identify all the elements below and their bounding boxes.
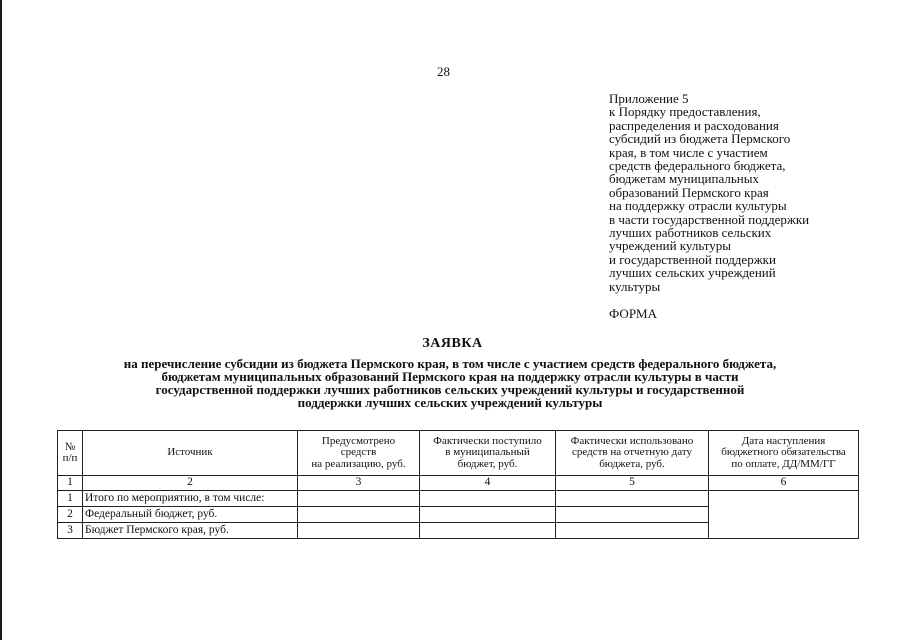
row-number: 3: [58, 523, 83, 539]
appendix-line: культуры: [609, 278, 661, 294]
row-number: 1: [58, 491, 83, 507]
table-row: [58, 491, 859, 507]
used-cell[interactable]: [556, 523, 709, 539]
appendix-line: Приложение 5: [609, 91, 689, 106]
appendix-line: учреждений культуры: [609, 238, 732, 254]
header-received: Фактически поступило в муниципальный бюджет, руб.: [420, 431, 556, 476]
used-cell[interactable]: [556, 507, 709, 523]
column-number: 3: [298, 476, 420, 491]
appendix-line: лучших сельских учреждений: [609, 265, 776, 281]
header-number: № п/п: [58, 431, 83, 476]
appendix-line: субсидий из бюджета Пермского: [609, 131, 791, 147]
appendix-line: края, в том числе с участием: [609, 144, 768, 160]
page-number: 28: [437, 64, 450, 79]
appendix-line: и государственной поддержки: [609, 251, 776, 267]
received-cell[interactable]: [420, 523, 556, 539]
row-source: Бюджет Пермского края, руб.: [83, 523, 298, 539]
header-used: Фактически использовано средств на отчетную дату бюджета, руб.: [556, 431, 709, 476]
planned-cell[interactable]: [298, 523, 420, 539]
appendix-line: лучших работников сельских: [609, 225, 772, 241]
column-number: 2: [83, 476, 298, 491]
subtitle-line: на перечисление субсидии из бюджета Пермского края, в том числе с участием средств федерального бюджета,: [123, 356, 777, 371]
table-header-row: [58, 431, 859, 476]
appendix-line: распределения и расходования: [609, 117, 779, 133]
appendix-line: на поддержку отрасли культуры: [609, 198, 787, 214]
column-number: 1: [58, 476, 83, 491]
header-source: Источник: [83, 431, 298, 476]
row-source: Федеральный бюджет, руб.: [83, 507, 298, 523]
appendix-line: бюджетам муниципальных: [609, 171, 759, 187]
page-left-edge: [0, 0, 2, 640]
column-number: 5: [556, 476, 709, 491]
appendix-line: в части государственной поддержки: [609, 211, 810, 227]
planned-cell[interactable]: [298, 491, 420, 507]
subtitle-line: бюджетам муниципальных образований Пермского края на поддержку отрасли культуры в части: [161, 369, 739, 384]
used-cell[interactable]: [556, 491, 709, 507]
subtitle-line: поддержки лучших сельских учреждений культуры: [297, 395, 603, 410]
header-obligation-date: Дата наступления бюджетного обязательства по оплате, ДД/ММ/ГГ: [709, 431, 859, 476]
appendix-line: к Порядку предоставления,: [609, 104, 761, 120]
subtitle-line: государственной поддержки лучших работников сельских учреждений культуры и государственной: [155, 382, 745, 397]
form-label: ФОРМА: [609, 306, 657, 321]
planned-cell[interactable]: [298, 507, 420, 523]
header-planned: Предусмотрено средств на реализацию, руб.: [298, 431, 420, 476]
obligation-date-cell[interactable]: [709, 491, 859, 539]
received-cell[interactable]: [420, 491, 556, 507]
document-subtitle: [40, 357, 860, 409]
row-source: Итого по мероприятию, в том числе:: [83, 491, 298, 507]
application-form-table: [57, 430, 859, 539]
row-number: 2: [58, 507, 83, 523]
column-number: 4: [420, 476, 556, 491]
document-title: ЗАЯВКА: [422, 336, 483, 351]
column-number-row: [58, 476, 859, 491]
appendix-line: образований Пермского края: [609, 184, 769, 200]
received-cell[interactable]: [420, 507, 556, 523]
column-number: 6: [709, 476, 859, 491]
appendix-line: средств федерального бюджета,: [609, 158, 786, 174]
appendix-block: [609, 92, 869, 293]
